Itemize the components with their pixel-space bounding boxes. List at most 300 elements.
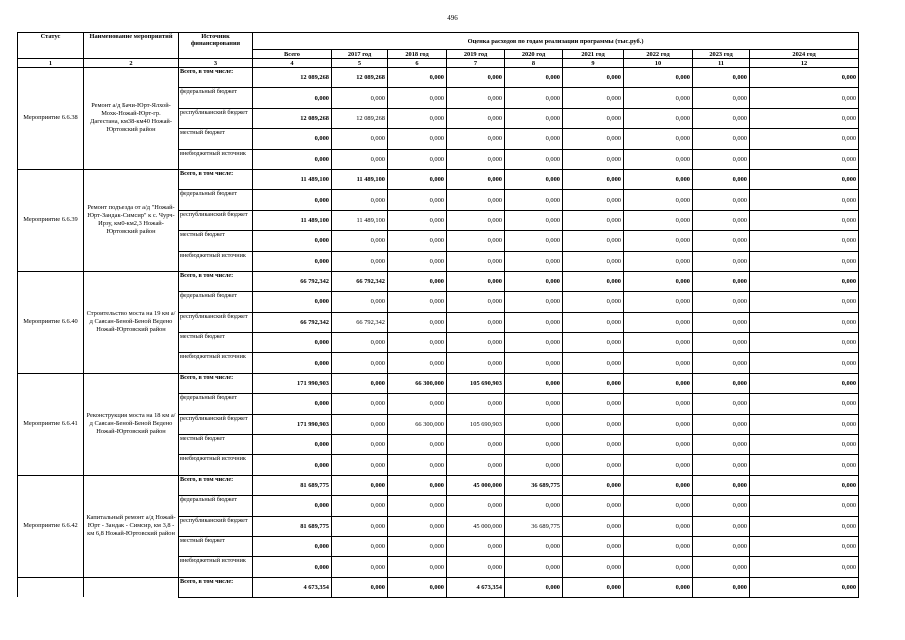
amount-cell: 0,000 (624, 312, 693, 332)
amount-cell: 0,000 (693, 68, 750, 88)
column-number: 7 (447, 59, 505, 68)
funding-source: внебюджетный источник (179, 353, 253, 373)
amount-cell: 11 489,100 (332, 210, 388, 230)
amount-cell: 0,000 (693, 496, 750, 516)
amount-cell: 0,000 (750, 496, 859, 516)
amount-cell: 0,000 (563, 373, 624, 393)
amount-cell: 0,000 (750, 516, 859, 536)
amount-cell: 66 792,342 (253, 312, 332, 332)
amount-cell: 0,000 (624, 577, 693, 597)
amount-cell: 171 990,903 (253, 414, 332, 434)
amount-cell: 66 300,000 (388, 414, 447, 434)
amount-cell: 0,000 (750, 169, 859, 189)
amount-cell: 0,000 (388, 455, 447, 475)
amount-cell: 0,000 (563, 577, 624, 597)
amount-cell: 0,000 (563, 516, 624, 536)
amount-cell: 0,000 (563, 210, 624, 230)
amount-cell: 0,000 (693, 108, 750, 128)
amount-cell: 0,000 (332, 292, 388, 312)
header-estimate: Оценка расходов по годам реализации программы (тыс.руб.) (253, 33, 859, 50)
amount-cell: 0,000 (693, 312, 750, 332)
amount-cell: 0,000 (563, 353, 624, 373)
amount-cell: 0,000 (505, 271, 563, 291)
amount-cell: 0,000 (693, 353, 750, 373)
amount-cell: 0,000 (693, 169, 750, 189)
amount-cell: 0,000 (750, 149, 859, 169)
amount-cell: 45 000,000 (447, 475, 505, 495)
amount-cell: 0,000 (750, 557, 859, 577)
funding-source: местный бюджет (179, 536, 253, 556)
amount-cell: 0,000 (447, 496, 505, 516)
amount-cell: 66 792,342 (332, 271, 388, 291)
header-year: 2022 год (624, 50, 693, 59)
amount-cell: 0,000 (624, 435, 693, 455)
amount-cell: 0,000 (693, 231, 750, 251)
amount-cell: 0,000 (447, 169, 505, 189)
amount-cell: 0,000 (624, 88, 693, 108)
amount-cell: 0,000 (624, 475, 693, 495)
amount-cell: 0,000 (693, 516, 750, 536)
table-row (18, 577, 859, 597)
amount-cell: 0,000 (388, 231, 447, 251)
amount-cell: 0,000 (624, 394, 693, 414)
amount-cell: 0,000 (505, 312, 563, 332)
amount-cell: 0,000 (505, 231, 563, 251)
amount-cell: 0,000 (750, 210, 859, 230)
table-row (18, 475, 859, 495)
funding-source: Всего, в том числе: (179, 577, 253, 597)
page-number: 496 (447, 14, 458, 22)
amount-cell: 0,000 (447, 353, 505, 373)
amount-cell: 0,000 (693, 129, 750, 149)
amount-cell: 0,000 (563, 271, 624, 291)
amount-cell: 0,000 (253, 353, 332, 373)
amount-cell: 0,000 (505, 149, 563, 169)
amount-cell: 0,000 (750, 129, 859, 149)
header-year: 2018 год (388, 50, 447, 59)
amount-cell: 0,000 (563, 394, 624, 414)
amount-cell: 0,000 (447, 333, 505, 353)
amount-cell: 0,000 (750, 333, 859, 353)
amount-cell: 0,000 (447, 557, 505, 577)
funding-source: внебюджетный источник (179, 557, 253, 577)
amount-cell: 0,000 (253, 557, 332, 577)
measure-status: Мероприятие 6.6.38 (18, 68, 84, 170)
amount-cell: 0,000 (563, 149, 624, 169)
amount-cell: 0,000 (563, 88, 624, 108)
amount-cell: 0,000 (332, 373, 388, 393)
amount-cell: 0,000 (693, 475, 750, 495)
amount-cell: 171 990,903 (253, 373, 332, 393)
amount-cell: 0,000 (388, 190, 447, 210)
amount-cell: 0,000 (332, 516, 388, 536)
amount-cell: 0,000 (693, 455, 750, 475)
amount-cell: 0,000 (253, 149, 332, 169)
amount-cell: 0,000 (624, 536, 693, 556)
amount-cell: 0,000 (388, 496, 447, 516)
column-number: 8 (505, 59, 563, 68)
amount-cell: 0,000 (624, 231, 693, 251)
table-row (18, 373, 859, 393)
amount-cell: 0,000 (505, 108, 563, 128)
amount-cell: 0,000 (253, 292, 332, 312)
amount-cell: 0,000 (505, 190, 563, 210)
amount-cell: 0,000 (624, 353, 693, 373)
amount-cell: 0,000 (693, 271, 750, 291)
measure-status (18, 577, 84, 597)
amount-cell: 0,000 (388, 108, 447, 128)
amount-cell: 0,000 (332, 251, 388, 271)
amount-cell: 0,000 (750, 190, 859, 210)
amount-cell: 0,000 (332, 414, 388, 434)
amount-cell: 12 089,268 (253, 108, 332, 128)
amount-cell: 0,000 (563, 251, 624, 271)
amount-cell: 0,000 (332, 577, 388, 597)
amount-cell: 0,000 (505, 394, 563, 414)
amount-cell: 0,000 (332, 455, 388, 475)
funding-source: федеральный бюджет (179, 394, 253, 414)
amount-cell: 12 089,268 (332, 108, 388, 128)
column-number: 10 (624, 59, 693, 68)
funding-source: республиканский бюджет (179, 414, 253, 434)
funding-source: федеральный бюджет (179, 292, 253, 312)
amount-cell: 0,000 (693, 373, 750, 393)
amount-cell: 0,000 (447, 455, 505, 475)
amount-cell: 0,000 (563, 496, 624, 516)
funding-source: республиканский бюджет (179, 312, 253, 332)
amount-cell: 0,000 (253, 333, 332, 353)
amount-cell: 0,000 (388, 68, 447, 88)
amount-cell: 0,000 (563, 455, 624, 475)
measure-status: Мероприятие 6.6.40 (18, 271, 84, 373)
amount-cell: 0,000 (505, 577, 563, 597)
measure-name: Реконструкция моста на 18 км а/д Саясан-Беной-Беной Ведено Ножай-Юртовский район (84, 373, 179, 475)
amount-cell: 0,000 (388, 271, 447, 291)
amount-cell: 0,000 (624, 108, 693, 128)
funding-source: местный бюджет (179, 333, 253, 353)
amount-cell: 0,000 (624, 169, 693, 189)
amount-cell: 0,000 (388, 149, 447, 169)
amount-cell: 0,000 (505, 536, 563, 556)
amount-cell: 4 673,354 (253, 577, 332, 597)
funding-source: местный бюджет (179, 129, 253, 149)
expenditure-table (17, 32, 859, 598)
amount-cell: 0,000 (447, 312, 505, 332)
column-number: 11 (693, 59, 750, 68)
amount-cell: 0,000 (332, 435, 388, 455)
amount-cell: 0,000 (563, 475, 624, 495)
amount-cell: 45 000,000 (447, 516, 505, 536)
amount-cell: 0,000 (505, 169, 563, 189)
amount-cell: 0,000 (332, 536, 388, 556)
amount-cell: 0,000 (750, 271, 859, 291)
header-year: 2021 год (563, 50, 624, 59)
amount-cell: 0,000 (624, 455, 693, 475)
header-year: 2019 год (447, 50, 505, 59)
amount-cell: 105 690,903 (447, 414, 505, 434)
amount-cell: 0,000 (563, 557, 624, 577)
amount-cell: 0,000 (447, 108, 505, 128)
amount-cell: 0,000 (447, 68, 505, 88)
header-year: 2017 год (332, 50, 388, 59)
amount-cell: 0,000 (624, 557, 693, 577)
amount-cell: 0,000 (332, 394, 388, 414)
amount-cell: 66 792,342 (253, 271, 332, 291)
column-number: 5 (332, 59, 388, 68)
amount-cell: 0,000 (563, 169, 624, 189)
amount-cell: 0,000 (332, 557, 388, 577)
amount-cell: 0,000 (447, 149, 505, 169)
amount-cell: 0,000 (388, 435, 447, 455)
funding-source: местный бюджет (179, 231, 253, 251)
amount-cell: 0,000 (505, 129, 563, 149)
amount-cell: 0,000 (388, 251, 447, 271)
header-status: Статус (18, 33, 84, 59)
amount-cell: 0,000 (505, 496, 563, 516)
amount-cell: 0,000 (693, 88, 750, 108)
amount-cell: 0,000 (447, 271, 505, 291)
amount-cell: 0,000 (447, 536, 505, 556)
header-year: 2024 год (750, 50, 859, 59)
measure-status: Мероприятие 6.6.39 (18, 169, 84, 271)
amount-cell: 12 089,268 (253, 68, 332, 88)
amount-cell: 0,000 (750, 536, 859, 556)
amount-cell: 0,000 (388, 292, 447, 312)
amount-cell: 0,000 (563, 414, 624, 434)
amount-cell: 11 489,100 (253, 169, 332, 189)
amount-cell: 0,000 (750, 373, 859, 393)
amount-cell: 66 792,342 (332, 312, 388, 332)
amount-cell: 0,000 (447, 394, 505, 414)
header-source: Источник финансирования (179, 33, 253, 59)
amount-cell: 0,000 (693, 557, 750, 577)
amount-cell: 0,000 (563, 231, 624, 251)
amount-cell: 0,000 (624, 414, 693, 434)
amount-cell: 0,000 (253, 251, 332, 271)
amount-cell: 0,000 (563, 292, 624, 312)
measure-status: Мероприятие 6.6.42 (18, 475, 84, 577)
measure-name: Строительство моста на 19 км а/д Саясан-Беной-Беной Ведено Ножай-Юртовский район (84, 271, 179, 373)
amount-cell: 0,000 (693, 210, 750, 230)
amount-cell: 0,000 (332, 496, 388, 516)
funding-source: внебюджетный источник (179, 149, 253, 169)
amount-cell: 0,000 (750, 292, 859, 312)
amount-cell: 0,000 (505, 557, 563, 577)
amount-cell: 0,000 (563, 312, 624, 332)
amount-cell: 81 689,775 (253, 475, 332, 495)
amount-cell: 0,000 (563, 108, 624, 128)
amount-cell: 0,000 (447, 190, 505, 210)
header-year: 2023 год (693, 50, 750, 59)
amount-cell: 105 690,903 (447, 373, 505, 393)
amount-cell: 11 489,100 (332, 169, 388, 189)
amount-cell: 0,000 (505, 435, 563, 455)
amount-cell: 0,000 (388, 169, 447, 189)
amount-cell: 0,000 (447, 292, 505, 312)
amount-cell: 36 689,775 (505, 516, 563, 536)
funding-source: внебюджетный источник (179, 251, 253, 271)
amount-cell: 0,000 (563, 435, 624, 455)
amount-cell: 0,000 (388, 129, 447, 149)
amount-cell: 0,000 (505, 455, 563, 475)
amount-cell: 0,000 (624, 373, 693, 393)
amount-cell: 0,000 (693, 536, 750, 556)
amount-cell: 0,000 (253, 129, 332, 149)
amount-cell: 0,000 (693, 577, 750, 597)
amount-cell: 0,000 (505, 251, 563, 271)
amount-cell: 0,000 (332, 231, 388, 251)
amount-cell: 0,000 (505, 414, 563, 434)
amount-cell: 0,000 (447, 231, 505, 251)
amount-cell: 0,000 (624, 516, 693, 536)
funding-source: федеральный бюджет (179, 88, 253, 108)
column-number: 1 (18, 59, 84, 68)
amount-cell: 0,000 (693, 435, 750, 455)
amount-cell: 0,000 (253, 394, 332, 414)
amount-cell: 0,000 (505, 68, 563, 88)
amount-cell: 0,000 (388, 333, 447, 353)
amount-cell: 4 673,354 (447, 577, 505, 597)
table-row (18, 271, 859, 291)
amount-cell: 0,000 (693, 292, 750, 312)
amount-cell: 0,000 (388, 516, 447, 536)
amount-cell: 0,000 (388, 312, 447, 332)
amount-cell: 0,000 (624, 149, 693, 169)
amount-cell: 0,000 (750, 353, 859, 373)
amount-cell: 0,000 (388, 577, 447, 597)
amount-cell: 0,000 (624, 271, 693, 291)
amount-cell: 0,000 (563, 129, 624, 149)
funding-source: Всего, в том числе: (179, 373, 253, 393)
amount-cell: 0,000 (505, 210, 563, 230)
funding-source: республиканский бюджет (179, 516, 253, 536)
header-year: 2020 год (505, 50, 563, 59)
amount-cell: 0,000 (750, 455, 859, 475)
amount-cell: 0,000 (750, 251, 859, 271)
amount-cell: 0,000 (624, 251, 693, 271)
amount-cell: 0,000 (624, 68, 693, 88)
amount-cell: 0,000 (332, 88, 388, 108)
column-number: 3 (179, 59, 253, 68)
column-number: 12 (750, 59, 859, 68)
funding-source: Всего, в том числе: (179, 475, 253, 495)
amount-cell: 0,000 (332, 190, 388, 210)
amount-cell: 0,000 (447, 251, 505, 271)
amount-cell: 0,000 (505, 88, 563, 108)
amount-cell: 0,000 (253, 190, 332, 210)
amount-cell: 0,000 (447, 129, 505, 149)
amount-cell: 0,000 (253, 88, 332, 108)
funding-source: республиканский бюджет (179, 210, 253, 230)
table-row (18, 169, 859, 189)
amount-cell: 11 489,100 (253, 210, 332, 230)
amount-cell: 0,000 (693, 414, 750, 434)
amount-cell: 0,000 (693, 149, 750, 169)
amount-cell: 0,000 (563, 68, 624, 88)
amount-cell: 0,000 (388, 394, 447, 414)
amount-cell: 0,000 (505, 333, 563, 353)
amount-cell: 0,000 (750, 435, 859, 455)
amount-cell: 0,000 (388, 210, 447, 230)
funding-source: местный бюджет (179, 435, 253, 455)
amount-cell: 0,000 (388, 353, 447, 373)
amount-cell: 0,000 (563, 333, 624, 353)
amount-cell: 0,000 (253, 455, 332, 475)
amount-cell: 0,000 (563, 190, 624, 210)
measure-name: Капитальный ремонт а/д Ножай-Юрт - Зандак - Симсир, км 3,8 - км 6,8 Ножай-Юртовский район (84, 475, 179, 577)
funding-source: Всего, в том числе: (179, 68, 253, 88)
measure-name: Ремонт а/д Бачи-Юрт-Ялхой-Мохк-Ножай-Юрт-гр. Дагестана, км38-км40 Ножай-Юртовский район (84, 68, 179, 170)
amount-cell: 0,000 (624, 496, 693, 516)
amount-cell: 0,000 (750, 231, 859, 251)
amount-cell: 0,000 (505, 373, 563, 393)
amount-cell: 0,000 (750, 414, 859, 434)
header-year: Всего (253, 50, 332, 59)
amount-cell: 0,000 (750, 68, 859, 88)
amount-cell: 0,000 (624, 292, 693, 312)
amount-cell: 0,000 (332, 353, 388, 373)
amount-cell: 0,000 (750, 394, 859, 414)
measure-name (84, 577, 179, 597)
funding-source: Всего, в том числе: (179, 271, 253, 291)
amount-cell: 0,000 (253, 496, 332, 516)
measure-status: Мероприятие 6.6.41 (18, 373, 84, 475)
amount-cell: 0,000 (693, 251, 750, 271)
column-number: 6 (388, 59, 447, 68)
amount-cell: 36 689,775 (505, 475, 563, 495)
amount-cell: 0,000 (624, 210, 693, 230)
amount-cell: 0,000 (750, 577, 859, 597)
table-row (18, 68, 859, 88)
amount-cell: 0,000 (693, 190, 750, 210)
amount-cell: 0,000 (388, 475, 447, 495)
amount-cell: 0,000 (388, 536, 447, 556)
amount-cell: 0,000 (505, 292, 563, 312)
amount-cell: 0,000 (447, 210, 505, 230)
amount-cell: 0,000 (563, 536, 624, 556)
funding-source: Всего, в том числе: (179, 169, 253, 189)
amount-cell: 12 089,268 (332, 68, 388, 88)
amount-cell: 0,000 (624, 129, 693, 149)
amount-cell: 0,000 (332, 475, 388, 495)
amount-cell: 0,000 (447, 435, 505, 455)
column-number: 4 (253, 59, 332, 68)
funding-source: внебюджетный источник (179, 455, 253, 475)
amount-cell: 0,000 (388, 88, 447, 108)
amount-cell: 66 300,000 (388, 373, 447, 393)
amount-cell: 0,000 (388, 557, 447, 577)
amount-cell: 0,000 (750, 475, 859, 495)
amount-cell: 0,000 (505, 353, 563, 373)
amount-cell: 0,000 (624, 333, 693, 353)
amount-cell: 0,000 (750, 108, 859, 128)
amount-cell: 0,000 (332, 129, 388, 149)
amount-cell: 0,000 (253, 231, 332, 251)
column-number: 9 (563, 59, 624, 68)
measure-name: Ремонт подъезда от а/д "Ножай-Юрт-Зандак-Симсир" к с. Чурч-Ирзу, км0-км2,3 Ножай-Юртовский район (84, 169, 179, 271)
amount-cell: 0,000 (253, 435, 332, 455)
amount-cell: 0,000 (750, 312, 859, 332)
column-number: 2 (84, 59, 179, 68)
amount-cell: 0,000 (332, 149, 388, 169)
funding-source: федеральный бюджет (179, 190, 253, 210)
amount-cell: 0,000 (624, 190, 693, 210)
amount-cell: 0,000 (750, 88, 859, 108)
amount-cell: 81 689,775 (253, 516, 332, 536)
header-name: Наименование мероприятий (84, 33, 179, 59)
amount-cell: 0,000 (447, 88, 505, 108)
funding-source: федеральный бюджет (179, 496, 253, 516)
